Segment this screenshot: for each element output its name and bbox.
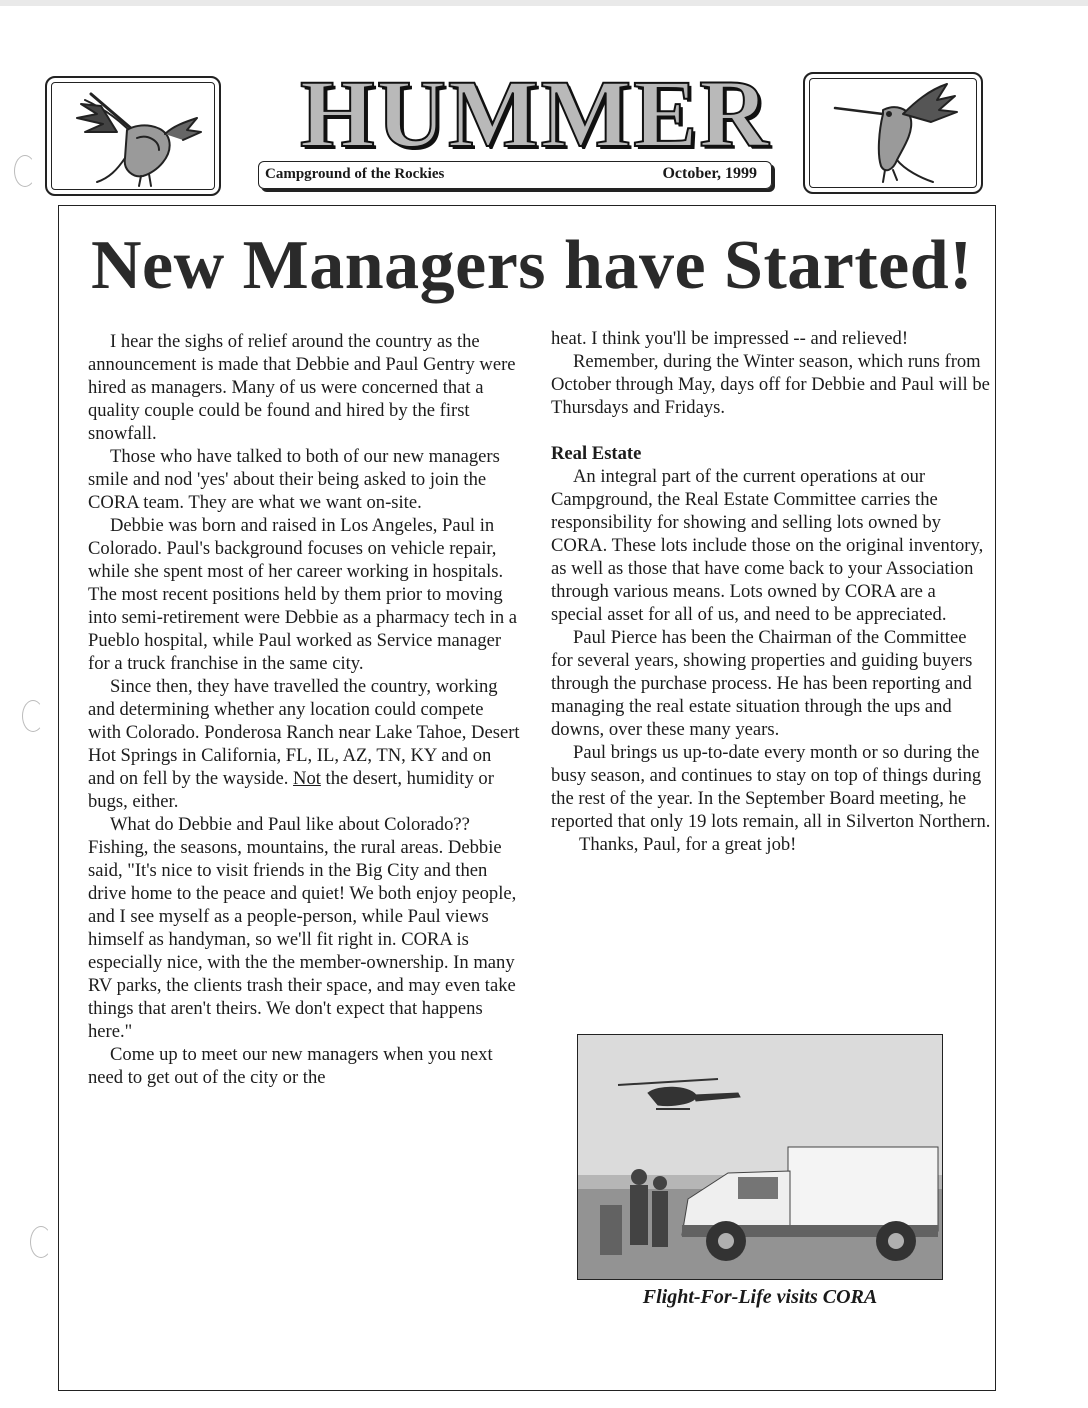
section-heading: Real Estate xyxy=(551,443,642,464)
hummingbird-logo-right xyxy=(803,72,983,194)
paragraph: Paul Pierce has been the Chairman of the Committee for several years, showing properties and guiding buyers through the purchase process. He has been reporting and managing the real estate situation through the ups and downs, over these many years. xyxy=(551,627,973,740)
paragraph: I hear the sighs of relief around the country as the announcement is made that Debbie and Paul Gentry were hired as managers. Many of us were concerned that a quality couple could be found and hired by the first snowfall. xyxy=(88,331,516,444)
underlined-word: Not xyxy=(293,768,321,789)
punch-hole xyxy=(30,1226,52,1258)
left-column xyxy=(88,330,520,1089)
paragraph: Thanks, Paul, for a great job! xyxy=(579,834,797,855)
paragraph: Those who have talked to both of our new managers smile and nod 'yes' about their being asked to join the CORA team. They are what we want on-site. xyxy=(88,446,500,513)
hummingbird-logo-left xyxy=(45,76,221,196)
issue-date: October, 1999 xyxy=(662,165,757,182)
paragraph: heat. I think you'll be impressed -- and relieved! xyxy=(551,328,909,349)
paragraph-text: Since then, they have travelled the country, working and determining whether any location could compete with Colorado. Ponderosa Ranch near Lake Tahoe, Desert Hot Springs in California, FL, IL, AZ, TN, KY and on and on fell by the wayside. xyxy=(88,676,520,789)
paragraph: An integral part of the current operations at our Campground, the Real Estate Committee carries the responsibility for showing and selling lots owned by CORA. These lots include those on the original inventory, as well as those that have come back to your Association through various means. Lots owned by CORA are a special asset for all of us, and need to be appreciated. xyxy=(551,466,984,625)
paragraph: Come up to meet our new managers when you next need to get out of the city or the xyxy=(88,1044,493,1088)
photo-caption: Flight-For-Life visits CORA xyxy=(642,1286,878,1308)
paragraph-text: the desert, humidity or bugs, either. xyxy=(88,768,494,812)
helicopter-photo xyxy=(577,1034,943,1280)
helicopter-truck-photo xyxy=(578,1035,942,1279)
paragraph xyxy=(88,675,520,813)
paragraph: What do Debbie and Paul like about Colorado?? Fishing, the seasons, mountains, the rural areas. Debbie said, "It's nice to visit friends in the Big City and then drive home to the peace and quiet! We both enjoy people, and I see myself as a people-person, while Paul views himself as handyman, so we'll fit right in. CORA is especially nice, with the the member-ownership. In many RV parks, the clients trash their space, and may even take things that aren't theirs. We don't expect that happens here." xyxy=(88,814,517,1042)
masthead-subtitle: Campground of the Rockies xyxy=(265,166,445,182)
punch-hole xyxy=(14,155,36,187)
hummingbird-icon xyxy=(805,74,981,192)
hummingbird-icon xyxy=(47,78,219,194)
masthead-title: HUMMER xyxy=(300,60,771,167)
paragraph: Paul brings us up-to-date every month or so during the busy season, and continues to stay on top of things during the rest of the year. In the September Board meeting, he reported that only 19 lots remain, all in Silverton Northern. xyxy=(551,742,991,832)
paragraph: Remember, during the Winter season, which runs from October through May, days off for Debbie and Paul will be Thursdays and Fridays. xyxy=(551,351,990,418)
paragraph: Debbie was born and raised in Los Angeles, Paul in Colorado. Paul's background focuses on vehicle repair, while she spent most of her career working in hospitals. The most recent positions held by them prior to moving into semi-retirement were Debbie as a pharmacy tech in a Pueblo hospital, while Paul worked as Service manager for a truck franchise in the same city. xyxy=(88,515,518,674)
scan-edge xyxy=(0,0,1088,6)
masthead-subtitle-bar xyxy=(258,161,772,189)
right-column xyxy=(551,327,991,856)
punch-hole xyxy=(22,700,44,732)
headline: New Managers have Started! xyxy=(91,227,973,304)
